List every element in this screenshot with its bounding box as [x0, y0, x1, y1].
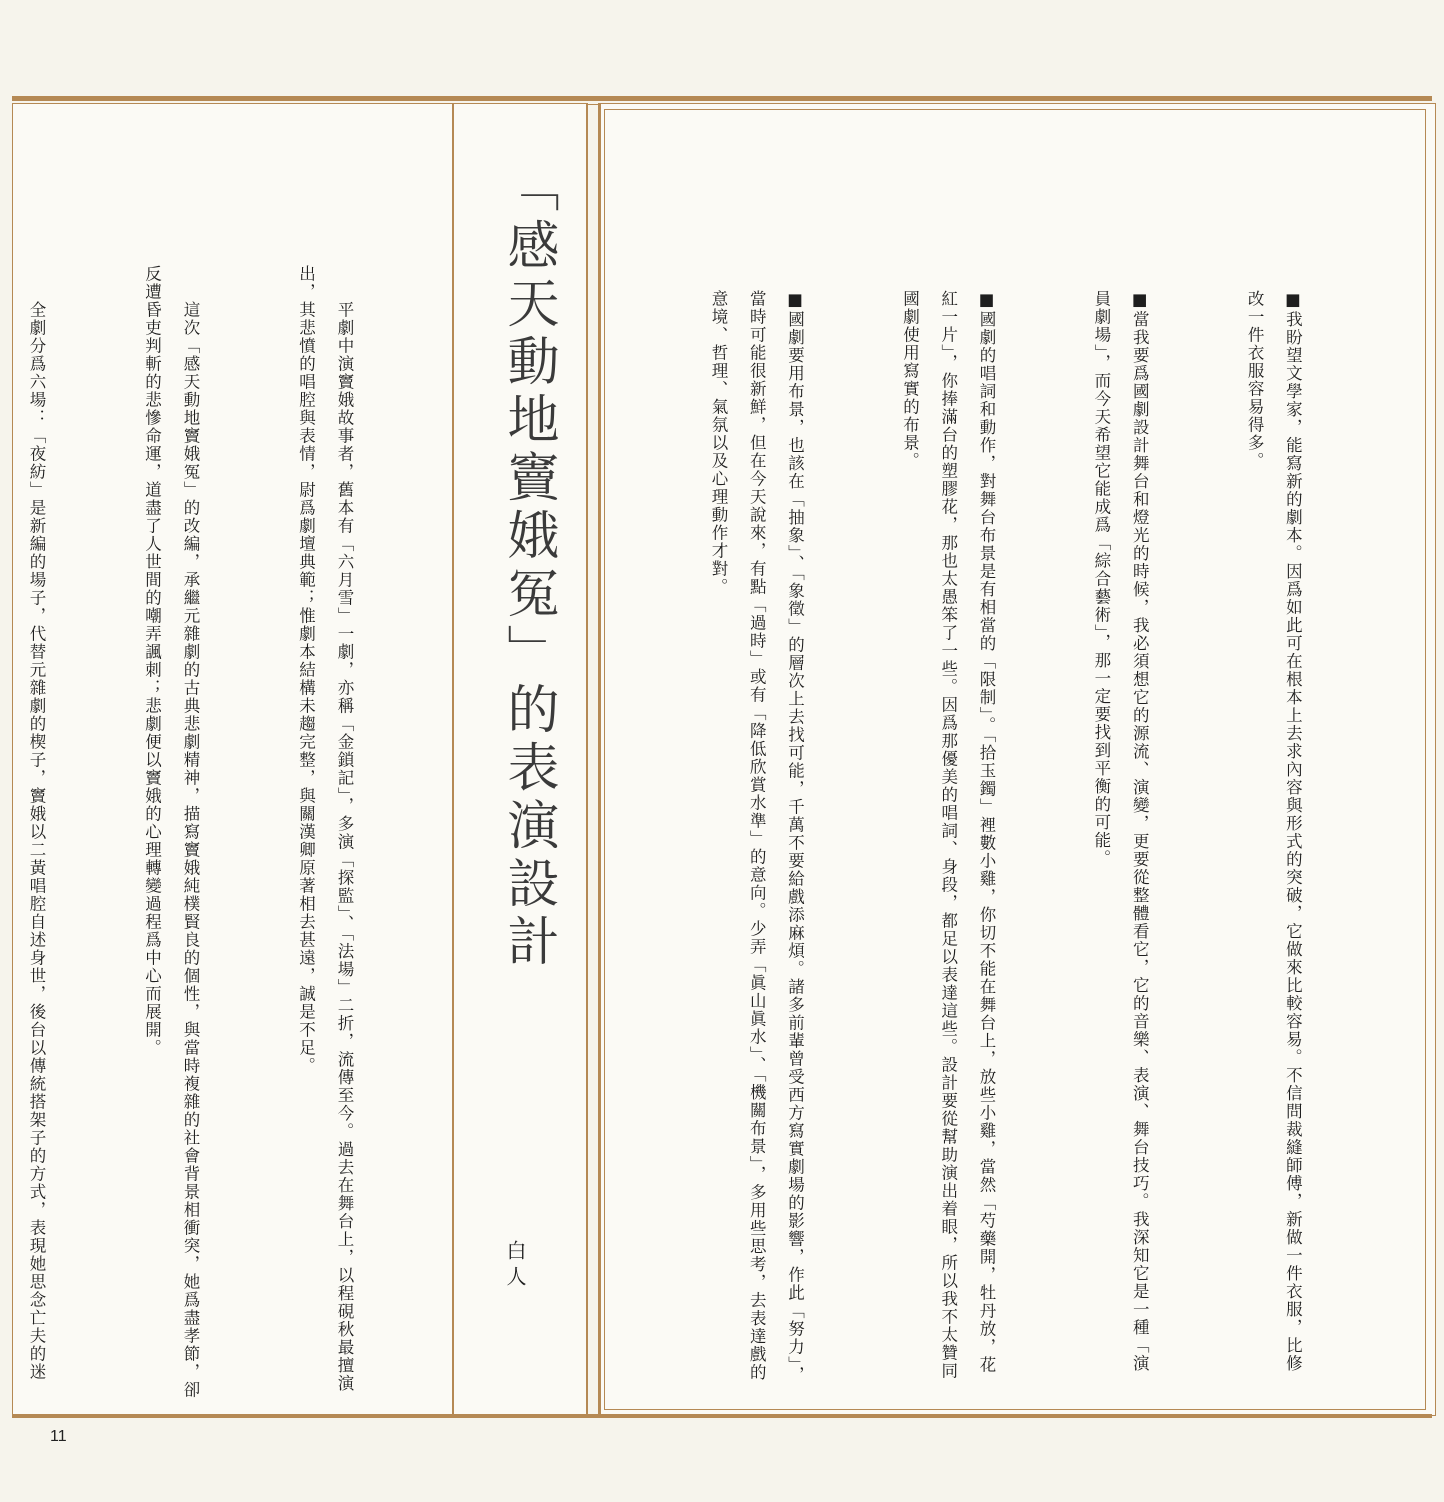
- author-name: 白人: [503, 1240, 527, 1292]
- right-article-body: [616, 290, 1388, 1390]
- page-number: 11: [50, 1428, 67, 1445]
- article-title: 「感天動地竇娥冤」的表演設計: [498, 160, 558, 972]
- left-paragraph: 平劇中演竇娥故事者，舊本有「六月雪」一劇，亦稱「金鎖記」，多演「探監」、「法場」二折，流傳至今。過去在舞台上，以程硯秋最擅演出，其悲憤的唱腔與表情，尉爲劇壇典範；惟劇本結構未趨完整，與關漢卿原著相去甚遠，誠是不足。: [296, 265, 354, 1393]
- right-paragraph: ■國劇要用布景，也該在「抽象」、「象徵」的層次上去找可能，千萬不要給戲添麻煩。諸多前輩曾受西方寫實劇場的影響，作此「努力」，當時可能很新鮮，但在今天說來，有點「過時」或有「降低欣賞水準」的意向。少弄「眞山眞水」、「機關布景」，多用些思考，去表達戲的意境、哲理、氣氛以及心理動作才對。: [708, 290, 805, 1384]
- right-paragraph: ■國劇的唱詞和動作，對舞台布景是有相當的「限制」。「拾玉鐲」裡數小雞，你切不能在舞台上，放些小雞，當然「芍藥開，牡丹放，花紅一片」，你捧滿台的塑膠花，那也太愚笨了一些。因爲那優美的唱詞、身段，都足以表達這些。設計要從幫助演出着眼，所以我不太贊同國劇使用寫實的布景。: [900, 290, 997, 1380]
- right-paragraph: ■當我要爲國劇設計舞台和燈光的時候，我必須想它的源流、演變，更要從整體看它，它的音樂、表演、舞台技巧。我深知它是一種「演員劇場」，而今天希望它能成爲「綜合藝術」，那一定要找到平衡的可能。: [1091, 290, 1150, 1373]
- bottom-rule: [12, 1414, 1432, 1418]
- left-paragraph: 這次「感天動地竇娥冤」的改編，承繼元雜劇的古典悲劇精神，描寫竇娥純樸賢良的個性，與當時複雜的社會背景相衝突，她爲盡孝節，卻反遭昏吏判斬的悲慘命運，道盡了人世間的嘲弄諷刺；悲劇便以竇娥的心理轉變過程爲中心而展開。: [142, 265, 200, 1399]
- left-paragraph: 全劇分爲六場：「夜紡」是新編的場子，代替元雜劇的楔子，竇娥以二黃唱腔自述身世，後台以傳統搭架子的方式，表現她思念亡夫的迷: [27, 301, 46, 1381]
- right-paragraph: [616, 290, 622, 1390]
- right-paragraph: ■我盼望文學家，能寫新的劇本。因爲如此可在根本上去求內容與形式的突破，它做來比較容易。不信問裁縫師傅，新做一件衣服，比修改一件衣服容易得多。: [1245, 290, 1303, 1373]
- top-rule: [12, 96, 1432, 101]
- left-article-body: [20, 265, 440, 1415]
